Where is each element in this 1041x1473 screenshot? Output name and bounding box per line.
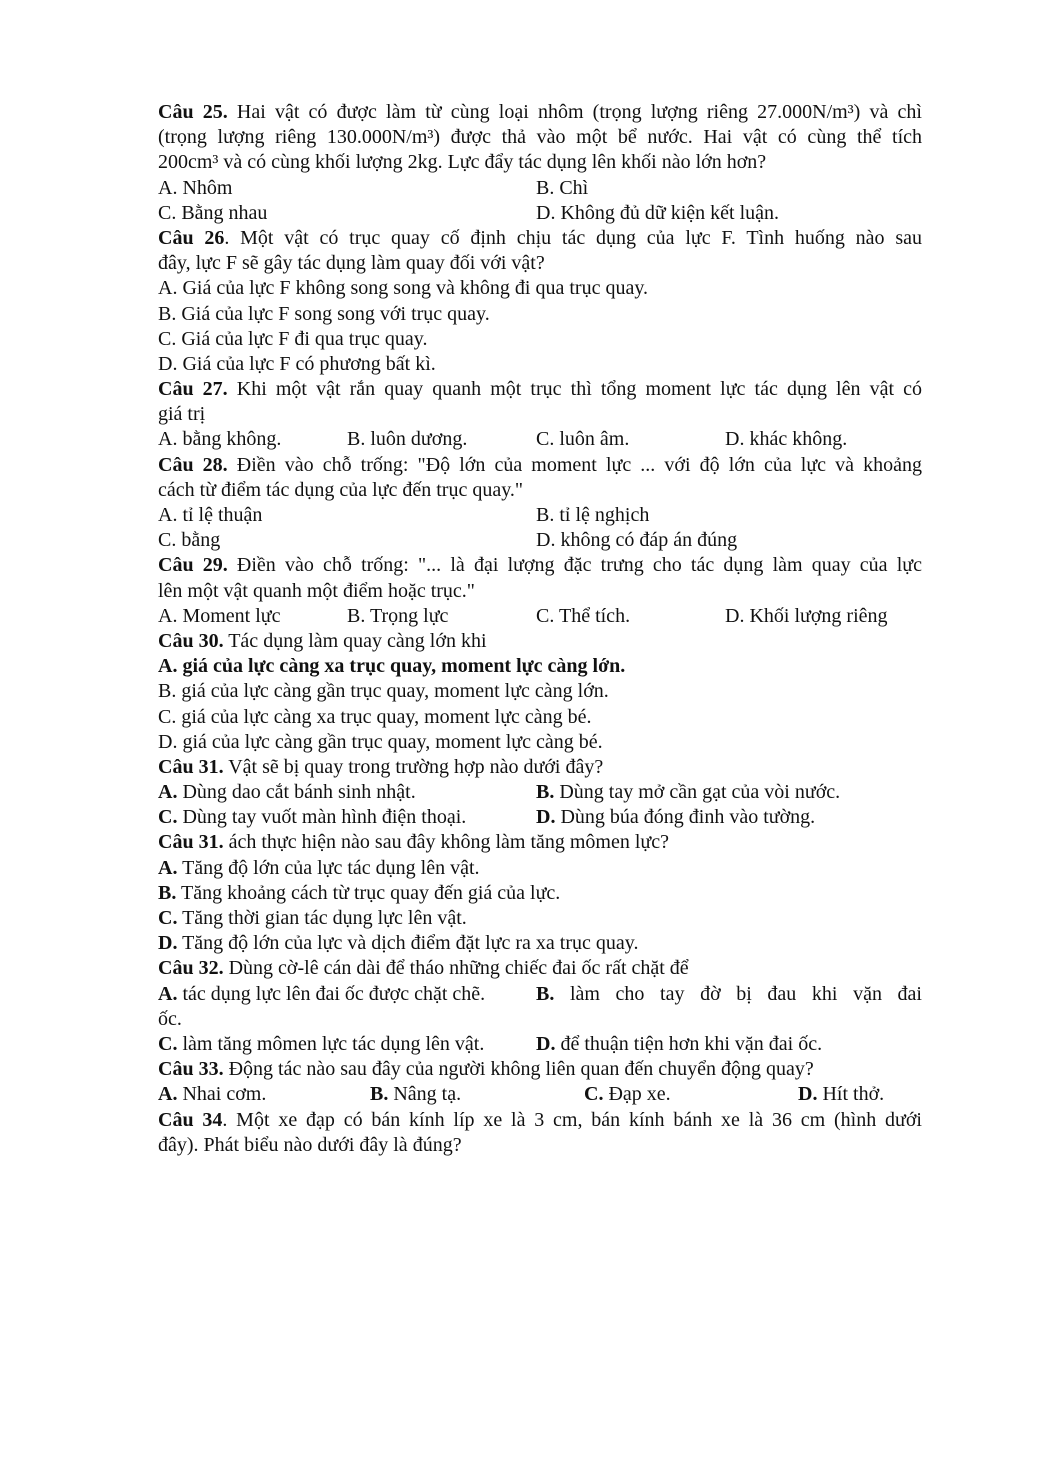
q25-text-1: Hai vật có được làm từ cùng loại nhôm (trọng lượng riêng 27.000N/m³) và chì	[227, 101, 922, 123]
q30-option-c: C. giá của lực càng xa trục quay, moment lực càng bé.	[158, 705, 592, 728]
q30-option-b: B. giá của lực càng gần trục quay, moment lực càng lớn.	[158, 680, 609, 703]
q26-option-c: C. Giá của lực F đi qua trục quay.	[158, 327, 428, 350]
q31-text-a: Dùng dao cắt bánh sinh nhật.	[177, 781, 416, 804]
q32-text-b: làm cho tay đờ bị đau khi vặn đai	[554, 982, 922, 1005]
q28-options-2	[158, 528, 922, 553]
q29-number: Câu 29.	[158, 554, 228, 577]
q27-option-c: C. luôn âm.	[536, 428, 630, 451]
q30-text-1: Tác dụng làm quay càng lớn khi	[223, 629, 487, 652]
q30-option-a	[158, 654, 922, 679]
q29-option-b: B. Trọng lực	[347, 604, 449, 627]
q26-line-2: đây, lực F sẽ gây tác dụng làm quay đối với vật?	[158, 252, 545, 275]
q31-option-a	[158, 780, 536, 805]
q31b-option-c	[158, 906, 922, 931]
q27-line-1	[158, 377, 922, 402]
q31b-text-d: Tăng độ lớn của lực và dịch điểm đặt lực ra xa trục quay.	[177, 932, 639, 955]
q32-options-2	[158, 1032, 922, 1057]
q31-option-d	[536, 806, 815, 828]
q33-text-a: Nhai cơm.	[177, 1083, 267, 1106]
q32-line-1	[158, 956, 922, 981]
q31b-option-b	[158, 881, 922, 906]
q25-option-d: D. Không đủ dữ kiện kết luận.	[536, 201, 780, 224]
q26-text-1: . Một vật có trục quay cố định chịu tác dụng của lực F. Tình huống nào sau	[224, 226, 922, 249]
q29-option-d: D. Khối lượng riêng	[725, 604, 888, 627]
q33-option-c	[584, 1082, 798, 1107]
q32-text-c: làm tăng mômen lực tác dụng lên vật.	[177, 1032, 485, 1055]
q33-options	[158, 1082, 922, 1107]
q28-option-c: C. bằng	[158, 529, 221, 552]
q33-option-a	[158, 1082, 370, 1107]
q33-text-b: Nâng tạ.	[388, 1083, 462, 1106]
q27-option-b: B. luôn dương.	[347, 428, 468, 451]
q31b-line-1	[158, 830, 922, 855]
q31-text-b: Dùng tay mở cần gạt của vòi nước.	[554, 781, 841, 804]
q27-line-2: giá trị	[158, 403, 206, 426]
q31b-number: Câu 31.	[158, 831, 224, 854]
q31-option-b	[536, 781, 840, 803]
q31b-text-c: Tăng thời gian tác dụng lực lên vật.	[177, 907, 467, 929]
q33-text-c: Đạp xe.	[603, 1083, 671, 1106]
q31-key-b: B.	[536, 781, 555, 804]
q27-text-1: Khi một vật rắn quay quanh một trục thì tổng moment lực tác dụng lên vật có	[227, 378, 922, 401]
q33-text-d: Hít thở.	[817, 1083, 885, 1106]
q32-option-a	[158, 982, 536, 1007]
q26-option-d: D. Giá của lực F có phương bất kì.	[158, 352, 436, 375]
q32-key-b: B.	[536, 982, 555, 1005]
q32-option-b	[536, 982, 922, 1007]
q25-number: Câu 25.	[158, 101, 228, 123]
q33-key-b: B.	[370, 1083, 389, 1106]
q25-line-1	[158, 100, 922, 125]
q31-key-c: C.	[158, 806, 178, 829]
q32-option-c	[158, 1032, 536, 1057]
q31-key-d: D.	[536, 806, 556, 829]
q32-key-d: D.	[536, 1032, 556, 1055]
q31b-key-b: B.	[158, 881, 177, 904]
q34-text-1: . Một xe đạp có bán kính líp xe là 3 cm, bán kính bánh xe là 36 cm (hình dưới	[222, 1108, 922, 1131]
q26-option-b: B. Giá của lực F song song với trục quay.	[158, 302, 490, 325]
q25-option-b: B. Chì	[536, 176, 589, 199]
q32-option-d	[536, 1033, 822, 1055]
q28-option-b: B. tỉ lệ nghịch	[536, 504, 650, 526]
q32-text-a: tác dụng lực lên đai ốc được chặt chẽ.	[177, 982, 486, 1005]
q27-options	[158, 427, 922, 452]
q32-text-1: Dùng cờ-lê cán dài để tháo những chiếc đai ốc rất chặt để	[223, 957, 689, 980]
q31-line-1	[158, 755, 922, 780]
q25-option-a: A. Nhôm	[158, 176, 233, 199]
q31-number: Câu 31.	[158, 755, 224, 778]
q29-option-a: A. Moment lực	[158, 604, 281, 627]
q33-option-b	[370, 1082, 584, 1107]
q31-key-a: A.	[158, 781, 178, 804]
q30-option-a-text: A. giá của lực càng xa trục quay, moment lực càng lớn.	[158, 655, 626, 678]
q25-line-2: (trọng lượng riêng 130.000N/m³) được thả vào một bể nước. Hai vật có cùng thể tích	[158, 126, 922, 149]
q28-option-a: A. tỉ lệ thuận	[158, 504, 263, 526]
q27-option-a: A. bằng không.	[158, 428, 282, 451]
q29-options	[158, 604, 922, 629]
q33-key-d: D.	[798, 1083, 818, 1106]
q31-options-1	[158, 780, 922, 805]
q29-text-1: Điền vào chỗ trống: "... là đại lượng đặc trưng cho tác dụng làm quay của lực	[227, 554, 922, 577]
q31b-key-c: C.	[158, 907, 178, 929]
q28-line-1	[158, 453, 922, 478]
q31-option-c	[158, 805, 536, 830]
q26-line-1	[158, 226, 922, 251]
q32-key-a: A.	[158, 982, 178, 1005]
q31-text-1: Vật sẽ bị quay trong trường hợp nào dưới đây?	[223, 755, 604, 778]
q28-number: Câu 28.	[158, 453, 228, 476]
q30-number: Câu 30.	[158, 629, 224, 652]
q34-line-2: đây). Phát biểu nào dưới đây là đúng?	[158, 1133, 462, 1156]
q31b-text-b: Tăng khoảng cách từ trục quay đến giá của lực.	[176, 881, 561, 904]
q31b-text-1: ách thực hiện nào sau đây không làm tăng mômen lực?	[223, 831, 670, 854]
document-body	[158, 100, 922, 1158]
q32-option-b-cont: ốc.	[158, 1007, 182, 1030]
q25-line-3: 200cm³ và có cùng khối lượng 2kg. Lực đẩy tác dụng lên khối nào lớn hơn?	[158, 151, 767, 174]
q31-text-d: Dùng búa đóng đinh vào tường.	[555, 806, 816, 829]
q32-number: Câu 32.	[158, 957, 224, 980]
q30-option-d: D. giá của lực càng gần trục quay, moment lực càng bé.	[158, 730, 603, 753]
q26-number: Câu 26	[158, 226, 225, 249]
q30-line-1	[158, 629, 922, 654]
q33-text-1: Động tác nào sau đây của người không liên quan đến chuyển động quay?	[223, 1058, 814, 1081]
q33-option-d	[798, 1083, 884, 1105]
q31b-key-d: D.	[158, 932, 178, 955]
q27-number: Câu 27.	[158, 378, 228, 401]
q26-option-a: A. Giá của lực F không song song và không đi qua trục quay.	[158, 277, 649, 300]
q33-number: Câu 33.	[158, 1058, 224, 1081]
q28-line-2: cách từ điểm tác dụng của lực đến trục quay."	[158, 478, 524, 501]
q25-options-2	[158, 201, 922, 226]
q33-line-1	[158, 1057, 922, 1082]
q29-option-c: C. Thể tích.	[536, 604, 631, 627]
q28-text-1: Điền vào chỗ trống: "Độ lớn của moment lực ... với độ lớn của lực và khoảng	[227, 453, 923, 476]
q29-line-1	[158, 553, 922, 578]
q31-options-2	[158, 805, 922, 830]
q34-number: Câu 34	[158, 1108, 223, 1131]
q28-options-1	[158, 503, 922, 528]
q25-options-1	[158, 176, 922, 201]
q31b-key-a: A.	[158, 856, 178, 879]
q33-key-c: C.	[584, 1083, 604, 1106]
q34-line-1	[158, 1108, 922, 1133]
q29-line-2: lên một vật quanh một điểm hoặc trục."	[158, 579, 475, 602]
q31b-text-a: Tăng độ lớn của lực tác dụng lên vật.	[177, 856, 480, 879]
q32-key-c: C.	[158, 1032, 178, 1055]
q31b-option-a	[158, 856, 922, 881]
q33-key-a: A.	[158, 1083, 178, 1106]
q27-option-d: D. khác không.	[725, 428, 848, 451]
q31b-option-d	[158, 931, 922, 956]
q31-text-c: Dùng tay vuốt màn hình điện thoại.	[177, 806, 467, 829]
q28-option-d: D. không có đáp án đúng	[536, 529, 738, 552]
q25-option-c: C. Bằng nhau	[158, 201, 268, 224]
q32-text-d: để thuận tiện hơn khi vặn đai ốc.	[555, 1032, 823, 1055]
q32-options-1	[158, 982, 922, 1007]
